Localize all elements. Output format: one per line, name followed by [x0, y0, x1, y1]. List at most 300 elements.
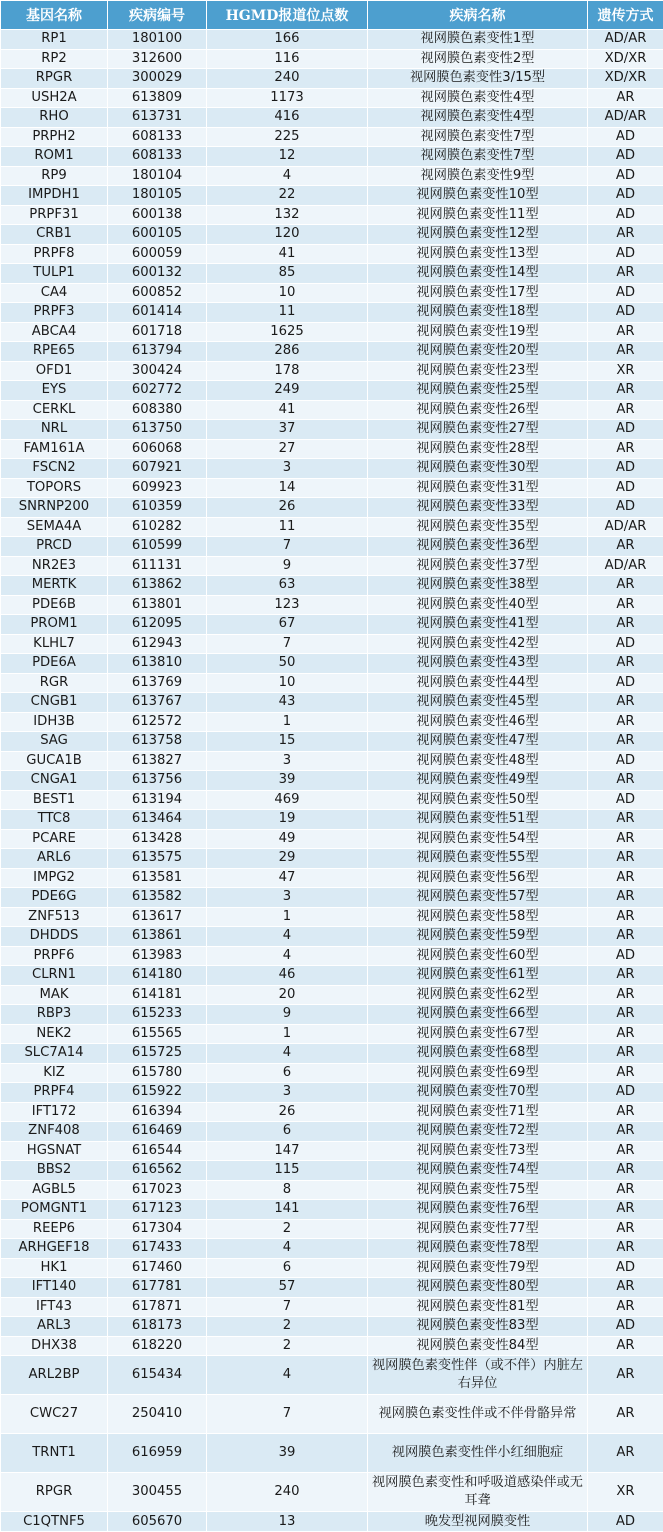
disease-id-cell: 600138	[108, 205, 207, 225]
disease-id-cell: 610359	[108, 498, 207, 518]
gene-cell: EYS	[1, 381, 108, 401]
gene-cell: PRPF31	[1, 205, 108, 225]
disease-id-cell: 615434	[108, 1356, 207, 1395]
disease-id-cell: 617871	[108, 1297, 207, 1317]
disease-name-cell: 视网膜色素变性44型	[368, 673, 588, 693]
table-row	[1, 537, 663, 557]
hgmd-count-cell: 15	[207, 732, 368, 752]
header-disease-id: 疾病编号	[108, 1, 207, 30]
inheritance-cell: AR	[588, 693, 663, 713]
disease-id-cell: 614180	[108, 966, 207, 986]
inheritance-cell: AR	[588, 927, 663, 947]
hgmd-count-cell: 50	[207, 654, 368, 674]
disease-id-cell: 613862	[108, 576, 207, 596]
table-row	[1, 381, 663, 401]
disease-name-cell: 视网膜色素变性3/15型	[368, 69, 588, 89]
hgmd-count-cell: 41	[207, 244, 368, 264]
disease-name-cell: 视网膜色素变性57型	[368, 888, 588, 908]
table-row	[1, 927, 663, 947]
table-row	[1, 1278, 663, 1298]
disease-name-cell: 视网膜色素变性4型	[368, 88, 588, 108]
disease-name-cell: 视网膜色素变性1型	[368, 30, 588, 50]
hgmd-count-cell: 9	[207, 1005, 368, 1025]
hgmd-count-cell: 178	[207, 361, 368, 381]
inheritance-cell: AD/AR	[588, 108, 663, 128]
inheritance-cell: AD	[588, 1258, 663, 1278]
gene-cell: RPE65	[1, 342, 108, 362]
header-disease-name: 疾病名称	[368, 1, 588, 30]
disease-id-cell: 617781	[108, 1278, 207, 1298]
gene-cell: PRPF6	[1, 946, 108, 966]
hgmd-count-cell: 7	[207, 1297, 368, 1317]
hgmd-count-cell: 39	[207, 771, 368, 791]
gene-cell: ARL2BP	[1, 1356, 108, 1395]
disease-id-cell: 300029	[108, 69, 207, 89]
gene-cell: MAK	[1, 985, 108, 1005]
disease-name-cell: 视网膜色素变性78型	[368, 1239, 588, 1259]
header-row	[1, 1, 663, 30]
disease-id-cell: 613756	[108, 771, 207, 791]
inheritance-cell: AR	[588, 868, 663, 888]
disease-name-cell: 视网膜色素变性72型	[368, 1122, 588, 1142]
inheritance-cell: AD	[588, 166, 663, 186]
hgmd-count-cell: 4	[207, 166, 368, 186]
inheritance-cell: AR	[588, 342, 663, 362]
disease-name-cell: 视网膜色素变性59型	[368, 927, 588, 947]
disease-id-cell: 610599	[108, 537, 207, 557]
disease-name-cell: 视网膜色素变性55型	[368, 849, 588, 869]
inheritance-cell: AR	[588, 966, 663, 986]
gene-cell: ZNF408	[1, 1122, 108, 1142]
inheritance-cell: AR	[588, 322, 663, 342]
table-row	[1, 361, 663, 381]
table-row	[1, 283, 663, 303]
gene-cell: NRL	[1, 420, 108, 440]
gene-cell: KIZ	[1, 1063, 108, 1083]
hgmd-count-cell: 225	[207, 127, 368, 147]
table-row	[1, 556, 663, 576]
table-row	[1, 1219, 663, 1239]
disease-id-cell: 600105	[108, 225, 207, 245]
table-row	[1, 439, 663, 459]
disease-id-cell: 617460	[108, 1258, 207, 1278]
disease-id-cell: 180105	[108, 186, 207, 206]
table-row	[1, 1044, 663, 1064]
table-row	[1, 517, 663, 537]
disease-id-cell: 613750	[108, 420, 207, 440]
gene-cell: IFT172	[1, 1102, 108, 1122]
gene-cell: IMPDH1	[1, 186, 108, 206]
disease-name-cell: 视网膜色素变性79型	[368, 1258, 588, 1278]
disease-id-cell: 613801	[108, 595, 207, 615]
gene-cell: FAM161A	[1, 439, 108, 459]
table-row	[1, 1200, 663, 1220]
disease-name-cell: 视网膜色素变性36型	[368, 537, 588, 557]
disease-name-cell: 视网膜色素变性83型	[368, 1317, 588, 1337]
inheritance-cell: AD	[588, 1317, 663, 1337]
disease-name-cell: 视网膜色素变性62型	[368, 985, 588, 1005]
disease-name-cell: 视网膜色素变性84型	[368, 1336, 588, 1356]
gene-cell: RP9	[1, 166, 108, 186]
hgmd-count-cell: 147	[207, 1141, 368, 1161]
hgmd-count-cell: 6	[207, 1122, 368, 1142]
inheritance-cell: AR	[588, 810, 663, 830]
inheritance-cell: AD	[588, 303, 663, 323]
gene-cell: PROM1	[1, 615, 108, 635]
disease-name-cell: 视网膜色素变性7型	[368, 147, 588, 167]
table-row	[1, 1434, 663, 1473]
hgmd-count-cell: 27	[207, 439, 368, 459]
disease-id-cell: 613983	[108, 946, 207, 966]
table-row	[1, 303, 663, 323]
table-row	[1, 459, 663, 479]
inheritance-cell: AD	[588, 946, 663, 966]
inheritance-cell: AD	[588, 283, 663, 303]
hgmd-count-cell: 120	[207, 225, 368, 245]
table-row	[1, 322, 663, 342]
inheritance-cell: AR	[588, 537, 663, 557]
disease-name-cell: 视网膜色素变性74型	[368, 1161, 588, 1181]
table-row	[1, 108, 663, 128]
inheritance-cell: AR	[588, 1239, 663, 1259]
inheritance-cell: AR	[588, 1063, 663, 1083]
disease-name-cell: 视网膜色素变性9型	[368, 166, 588, 186]
inheritance-cell: AR	[588, 1200, 663, 1220]
gene-cell: CRB1	[1, 225, 108, 245]
disease-name-cell: 视网膜色素变性12型	[368, 225, 588, 245]
inheritance-cell: AR	[588, 1102, 663, 1122]
disease-id-cell: 300455	[108, 1473, 207, 1512]
inheritance-cell: AD	[588, 498, 663, 518]
gene-cell: AGBL5	[1, 1180, 108, 1200]
hgmd-count-cell: 37	[207, 420, 368, 440]
disease-name-cell: 视网膜色素变性26型	[368, 400, 588, 420]
gene-cell: NEK2	[1, 1024, 108, 1044]
table-row	[1, 88, 663, 108]
gene-cell: ARL3	[1, 1317, 108, 1337]
hgmd-count-cell: 4	[207, 1044, 368, 1064]
disease-id-cell: 615565	[108, 1024, 207, 1044]
gene-cell: PDE6B	[1, 595, 108, 615]
disease-name-cell: 视网膜色素变性2型	[368, 49, 588, 69]
hgmd-count-cell: 41	[207, 400, 368, 420]
hgmd-count-cell: 10	[207, 283, 368, 303]
disease-id-cell: 613810	[108, 654, 207, 674]
inheritance-cell: AD/AR	[588, 30, 663, 50]
disease-name-cell: 视网膜色素变性46型	[368, 712, 588, 732]
gene-cell: TRNT1	[1, 1434, 108, 1473]
hgmd-count-cell: 132	[207, 205, 368, 225]
inheritance-cell: AR	[588, 1141, 663, 1161]
hgmd-count-cell: 1	[207, 907, 368, 927]
disease-name-cell: 视网膜色素变性19型	[368, 322, 588, 342]
disease-id-cell: 613758	[108, 732, 207, 752]
disease-name-cell: 视网膜色素变性50型	[368, 790, 588, 810]
disease-id-cell: 601718	[108, 322, 207, 342]
table-row	[1, 1005, 663, 1025]
hgmd-count-cell: 67	[207, 615, 368, 635]
table-row	[1, 849, 663, 869]
gene-cell: PCARE	[1, 829, 108, 849]
disease-name-cell: 视网膜色素变性伴（或不伴）内脏左右异位	[368, 1356, 588, 1395]
table-row	[1, 634, 663, 654]
inheritance-cell: AD	[588, 420, 663, 440]
gene-cell: KLHL7	[1, 634, 108, 654]
gene-cell: PDE6G	[1, 888, 108, 908]
inheritance-cell: AD	[588, 790, 663, 810]
inheritance-cell: AD/AR	[588, 517, 663, 537]
gene-cell: PRPF4	[1, 1083, 108, 1103]
table-row	[1, 420, 663, 440]
table-row	[1, 49, 663, 69]
hgmd-count-cell: 240	[207, 69, 368, 89]
disease-id-cell: 180104	[108, 166, 207, 186]
table-row	[1, 1473, 663, 1512]
disease-id-cell: 606068	[108, 439, 207, 459]
table-row	[1, 712, 663, 732]
gene-cell: REEP6	[1, 1219, 108, 1239]
hgmd-count-cell: 8	[207, 1180, 368, 1200]
gene-cell: TTC8	[1, 810, 108, 830]
hgmd-count-cell: 6	[207, 1063, 368, 1083]
table-row	[1, 1258, 663, 1278]
disease-id-cell: 613827	[108, 751, 207, 771]
hgmd-count-cell: 7	[207, 537, 368, 557]
table-row	[1, 732, 663, 752]
disease-id-cell: 613428	[108, 829, 207, 849]
disease-id-cell: 615233	[108, 1005, 207, 1025]
inheritance-cell: AR	[588, 1356, 663, 1395]
disease-id-cell: 613575	[108, 849, 207, 869]
gene-cell: CA4	[1, 283, 108, 303]
disease-id-cell: 607921	[108, 459, 207, 479]
table-row	[1, 829, 663, 849]
disease-name-cell: 视网膜色素变性69型	[368, 1063, 588, 1083]
inheritance-cell: AR	[588, 1297, 663, 1317]
disease-name-cell: 视网膜色素变性47型	[368, 732, 588, 752]
gene-cell: HK1	[1, 1258, 108, 1278]
inheritance-cell: AR	[588, 225, 663, 245]
disease-name-cell: 视网膜色素变性25型	[368, 381, 588, 401]
disease-id-cell: 300424	[108, 361, 207, 381]
table-row	[1, 576, 663, 596]
gene-cell: OFD1	[1, 361, 108, 381]
disease-name-cell: 视网膜色素变性33型	[368, 498, 588, 518]
disease-name-cell: 视网膜色素变性71型	[368, 1102, 588, 1122]
disease-id-cell: 601414	[108, 303, 207, 323]
disease-name-cell: 视网膜色素变性伴或不伴骨骼异常	[368, 1395, 588, 1434]
disease-name-cell: 视网膜色素变性54型	[368, 829, 588, 849]
disease-id-cell: 613194	[108, 790, 207, 810]
table-row	[1, 244, 663, 264]
disease-name-cell: 视网膜色素变性43型	[368, 654, 588, 674]
table-row	[1, 654, 663, 674]
table-row	[1, 790, 663, 810]
disease-id-cell: 614181	[108, 985, 207, 1005]
table-row	[1, 966, 663, 986]
inheritance-cell: AR	[588, 264, 663, 284]
disease-id-cell: 616394	[108, 1102, 207, 1122]
hgmd-count-cell: 46	[207, 966, 368, 986]
disease-id-cell: 613767	[108, 693, 207, 713]
disease-name-cell: 视网膜色素变性48型	[368, 751, 588, 771]
gene-cell: CERKL	[1, 400, 108, 420]
table-body	[1, 30, 663, 1532]
table-row	[1, 810, 663, 830]
inheritance-cell: AR	[588, 595, 663, 615]
table-row	[1, 264, 663, 284]
hgmd-count-cell: 29	[207, 849, 368, 869]
table-row	[1, 751, 663, 771]
table-row	[1, 1141, 663, 1161]
disease-name-cell: 视网膜色素变性38型	[368, 576, 588, 596]
disease-name-cell: 视网膜色素变性42型	[368, 634, 588, 654]
hgmd-count-cell: 286	[207, 342, 368, 362]
disease-id-cell: 613582	[108, 888, 207, 908]
inheritance-cell: AD	[588, 751, 663, 771]
disease-name-cell: 视网膜色素变性41型	[368, 615, 588, 635]
disease-id-cell: 618173	[108, 1317, 207, 1337]
inheritance-cell: XR	[588, 361, 663, 381]
inheritance-cell: AD/AR	[588, 556, 663, 576]
disease-id-cell: 613581	[108, 868, 207, 888]
hgmd-count-cell: 1	[207, 1024, 368, 1044]
inheritance-cell: AD	[588, 244, 663, 264]
table-row	[1, 1512, 663, 1532]
disease-name-cell: 视网膜色素变性7型	[368, 127, 588, 147]
disease-name-cell: 视网膜色素变性67型	[368, 1024, 588, 1044]
disease-id-cell: 615780	[108, 1063, 207, 1083]
hgmd-count-cell: 1625	[207, 322, 368, 342]
disease-name-cell: 视网膜色素变性37型	[368, 556, 588, 576]
hgmd-count-cell: 57	[207, 1278, 368, 1298]
gene-cell: BEST1	[1, 790, 108, 810]
hgmd-count-cell: 2	[207, 1219, 368, 1239]
hgmd-count-cell: 1173	[207, 88, 368, 108]
inheritance-cell: AR	[588, 712, 663, 732]
hgmd-count-cell: 3	[207, 751, 368, 771]
hgmd-count-cell: 4	[207, 946, 368, 966]
disease-name-cell: 视网膜色素变性10型	[368, 186, 588, 206]
gene-cell: SEMA4A	[1, 517, 108, 537]
disease-id-cell: 612943	[108, 634, 207, 654]
inheritance-cell: XD/XR	[588, 69, 663, 89]
hgmd-count-cell: 3	[207, 459, 368, 479]
disease-id-cell: 617023	[108, 1180, 207, 1200]
inheritance-cell: AR	[588, 907, 663, 927]
inheritance-cell: AR	[588, 771, 663, 791]
hgmd-count-cell: 49	[207, 829, 368, 849]
inheritance-cell: AR	[588, 576, 663, 596]
gene-cell: RP1	[1, 30, 108, 50]
hgmd-count-cell: 26	[207, 498, 368, 518]
gene-cell: RGR	[1, 673, 108, 693]
disease-name-cell: 视网膜色素变性11型	[368, 205, 588, 225]
gene-cell: PRCD	[1, 537, 108, 557]
disease-id-cell: 617433	[108, 1239, 207, 1259]
table-row	[1, 1102, 663, 1122]
inheritance-cell: AR	[588, 88, 663, 108]
disease-name-cell: 视网膜色素变性56型	[368, 868, 588, 888]
gene-cell: SLC7A14	[1, 1044, 108, 1064]
disease-id-cell: 612095	[108, 615, 207, 635]
gene-cell: NR2E3	[1, 556, 108, 576]
header-hgmd-count: HGMD报道位点数	[207, 1, 368, 30]
disease-id-cell: 615725	[108, 1044, 207, 1064]
disease-id-cell: 613861	[108, 927, 207, 947]
disease-id-cell: 608380	[108, 400, 207, 420]
hgmd-count-cell: 10	[207, 673, 368, 693]
table-row	[1, 907, 663, 927]
table-row	[1, 186, 663, 206]
disease-name-cell: 视网膜色素变性61型	[368, 966, 588, 986]
disease-id-cell: 616959	[108, 1434, 207, 1473]
table-row	[1, 985, 663, 1005]
table-row	[1, 147, 663, 167]
hgmd-count-cell: 9	[207, 556, 368, 576]
gene-cell: RPGR	[1, 1473, 108, 1512]
disease-id-cell: 312600	[108, 49, 207, 69]
disease-id-cell: 609923	[108, 478, 207, 498]
inheritance-cell: AD	[588, 147, 663, 167]
inheritance-cell: AD	[588, 634, 663, 654]
disease-name-cell: 视网膜色素变性17型	[368, 283, 588, 303]
disease-id-cell: 612572	[108, 712, 207, 732]
disease-id-cell: 616562	[108, 1161, 207, 1181]
gene-cell: RBP3	[1, 1005, 108, 1025]
gene-cell: GUCA1B	[1, 751, 108, 771]
disease-id-cell: 250410	[108, 1395, 207, 1434]
hgmd-count-cell: 85	[207, 264, 368, 284]
hgmd-count-cell: 4	[207, 927, 368, 947]
hgmd-count-cell: 20	[207, 985, 368, 1005]
disease-name-cell: 视网膜色素变性伴小红细胞症	[368, 1434, 588, 1473]
inheritance-cell: AR	[588, 1180, 663, 1200]
hgmd-count-cell: 4	[207, 1356, 368, 1395]
inheritance-cell: AD	[588, 205, 663, 225]
disease-id-cell: 605670	[108, 1512, 207, 1532]
inheritance-cell: AD	[588, 1083, 663, 1103]
disease-id-cell: 618220	[108, 1336, 207, 1356]
inheritance-cell: XR	[588, 1473, 663, 1512]
disease-id-cell: 613617	[108, 907, 207, 927]
hgmd-count-cell: 14	[207, 478, 368, 498]
inheritance-cell: AR	[588, 615, 663, 635]
disease-name-cell: 视网膜色素变性35型	[368, 517, 588, 537]
disease-id-cell: 613464	[108, 810, 207, 830]
table-row	[1, 693, 663, 713]
gene-cell: DHX38	[1, 1336, 108, 1356]
hgmd-count-cell: 7	[207, 1395, 368, 1434]
gene-cell: CNGB1	[1, 693, 108, 713]
inheritance-cell: AD	[588, 478, 663, 498]
gene-cell: SAG	[1, 732, 108, 752]
table-row	[1, 1297, 663, 1317]
table-row	[1, 868, 663, 888]
table-row	[1, 888, 663, 908]
gene-cell: ARL6	[1, 849, 108, 869]
gene-cell: IFT140	[1, 1278, 108, 1298]
table-row	[1, 946, 663, 966]
gene-cell: TOPORS	[1, 478, 108, 498]
table-row	[1, 400, 663, 420]
disease-name-cell: 视网膜色素变性18型	[368, 303, 588, 323]
table-row	[1, 1395, 663, 1434]
hgmd-count-cell: 3	[207, 1083, 368, 1103]
gene-cell: RHO	[1, 108, 108, 128]
hgmd-count-cell: 26	[207, 1102, 368, 1122]
disease-name-cell: 视网膜色素变性20型	[368, 342, 588, 362]
